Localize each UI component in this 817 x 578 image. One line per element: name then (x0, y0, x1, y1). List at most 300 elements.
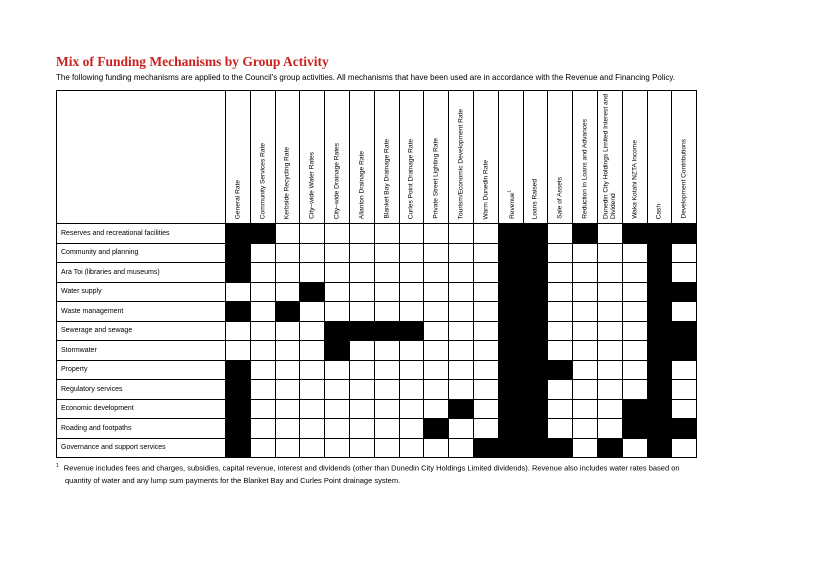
matrix-cell-filled (647, 438, 672, 458)
matrix-cell-empty (250, 302, 275, 322)
matrix-cell-empty (374, 360, 399, 380)
table-row (57, 263, 697, 283)
matrix-cell-filled (498, 419, 523, 439)
table-row (57, 399, 697, 419)
column-header (597, 91, 622, 224)
matrix-cell-empty (449, 419, 474, 439)
matrix-cell-filled (523, 341, 548, 361)
matrix-cell-empty (473, 302, 498, 322)
matrix-cell-empty (349, 341, 374, 361)
matrix-cell-filled (449, 399, 474, 419)
matrix-cell-filled (597, 438, 622, 458)
matrix-cell-empty (473, 263, 498, 283)
matrix-cell-filled (647, 282, 672, 302)
column-header (449, 91, 474, 224)
matrix-cell-empty (399, 360, 424, 380)
column-header (325, 91, 350, 224)
matrix-cell-empty (573, 321, 598, 341)
matrix-cell-empty (300, 419, 325, 439)
matrix-body (57, 224, 697, 458)
matrix-cell-empty (226, 321, 251, 341)
matrix-cell-empty (622, 243, 647, 263)
matrix-cell-empty (573, 380, 598, 400)
matrix-cell-empty (424, 380, 449, 400)
matrix-cell-filled (647, 341, 672, 361)
matrix-cell-empty (622, 282, 647, 302)
matrix-cell-empty (573, 263, 598, 283)
matrix-cell-empty (399, 399, 424, 419)
table-row (57, 341, 697, 361)
matrix-cell-empty (548, 263, 573, 283)
matrix-cell-empty (349, 263, 374, 283)
column-header-label (309, 152, 316, 219)
matrix-cell-filled (647, 224, 672, 244)
matrix-cell-empty (473, 419, 498, 439)
matrix-cell-filled (498, 438, 523, 458)
matrix-cell-filled (647, 243, 672, 263)
matrix-cell-filled (647, 263, 672, 283)
matrix-cell-empty (573, 419, 598, 439)
column-header-text: Blanket Bay Drainage Rate (382, 139, 390, 219)
column-header-label (505, 190, 516, 219)
column-header (399, 91, 424, 224)
matrix-cell-empty (597, 243, 622, 263)
matrix-cell-empty (672, 302, 697, 322)
column-header (498, 91, 523, 224)
matrix-cell-empty (374, 263, 399, 283)
intro-paragraph: The following funding mechanisms are applied to the Council's group activities. All mechanisms that have been used are in accordance with the Revenue and Financing Policy. (56, 73, 676, 82)
matrix-cell-empty (250, 282, 275, 302)
matrix-cell-empty (374, 341, 399, 361)
matrix-cell-filled (250, 224, 275, 244)
matrix-cell-filled (226, 224, 251, 244)
column-header-text: Private Street Lighting Rate (432, 138, 440, 219)
matrix-cell-empty (622, 380, 647, 400)
column-header-text: Development Contributions (680, 139, 688, 219)
table-row (57, 243, 697, 263)
matrix-cell-empty (349, 380, 374, 400)
matrix-cell-filled (226, 399, 251, 419)
column-header-label (532, 179, 539, 219)
column-header-text: Dunedin City Holdings Limited Interest and Dividend (602, 94, 617, 219)
matrix-cell-filled (523, 282, 548, 302)
matrix-cell-empty (300, 380, 325, 400)
matrix-cell-empty (548, 282, 573, 302)
matrix-cell-empty (473, 224, 498, 244)
matrix-cell-empty (672, 438, 697, 458)
matrix-cell-empty (325, 263, 350, 283)
matrix-cell-filled (399, 321, 424, 341)
table-row (57, 302, 697, 322)
footnote-line-2: quantity of water and any lump sum payments for the Blanket Bay and Curles Point drainage system. (65, 475, 401, 485)
footnote-line-1: Revenue includes fees and charges, subsidies, capital revenue, interest and dividends (other than Dunedin City Holdings Limited dividends). Revenue also includes water rates based on (63, 463, 680, 473)
matrix-cell-empty (424, 302, 449, 322)
matrix-cell-empty (449, 321, 474, 341)
matrix-cell-empty (275, 360, 300, 380)
matrix-cell-empty (449, 360, 474, 380)
matrix-cell-empty (250, 263, 275, 283)
matrix-cell-filled (523, 438, 548, 458)
matrix-cell-filled (498, 399, 523, 419)
matrix-cell-empty (399, 302, 424, 322)
matrix-cell-empty (275, 419, 300, 439)
matrix-cell-filled (325, 321, 350, 341)
matrix-cell-empty (399, 263, 424, 283)
matrix-cell-filled (226, 243, 251, 263)
matrix-cell-empty (573, 399, 598, 419)
matrix-cell-filled (226, 380, 251, 400)
row-label: Reserves and recreational facilities (57, 224, 226, 244)
matrix-cell-empty (449, 302, 474, 322)
matrix-cell-filled (647, 302, 672, 322)
matrix-cell-filled (672, 282, 697, 302)
column-header (573, 91, 598, 224)
matrix-cell-empty (399, 282, 424, 302)
matrix-cell-empty (374, 224, 399, 244)
column-header-label (433, 138, 440, 219)
column-header-footnote-mark: 1 (506, 190, 512, 193)
column-header-label (631, 140, 638, 219)
column-header-text: Kerbside Recycling Rate (283, 146, 291, 219)
matrix-cell-empty (399, 243, 424, 263)
matrix-cell-filled (498, 282, 523, 302)
table-row (57, 321, 697, 341)
matrix-cell-filled (523, 321, 548, 341)
row-label: Roading and footpaths (57, 419, 226, 439)
matrix-cell-empty (250, 321, 275, 341)
matrix-cell-empty (349, 438, 374, 458)
matrix-cell-empty (597, 360, 622, 380)
footnote-mark: 1 (56, 463, 59, 469)
column-header-label (681, 139, 688, 219)
matrix-cell-empty (597, 282, 622, 302)
matrix-cell-empty (424, 360, 449, 380)
matrix-cell-empty (399, 341, 424, 361)
matrix-cell-empty (672, 399, 697, 419)
matrix-cell-empty (597, 302, 622, 322)
column-header-label (482, 160, 489, 220)
matrix-cell-empty (449, 263, 474, 283)
matrix-cell-empty (672, 263, 697, 283)
matrix-cell-filled (226, 263, 251, 283)
matrix-cell-empty (622, 360, 647, 380)
matrix-cell-filled (647, 360, 672, 380)
column-header (548, 91, 573, 224)
row-label: Community and planning (57, 243, 226, 263)
matrix-cell-empty (449, 224, 474, 244)
matrix-cell-empty (300, 360, 325, 380)
matrix-cell-empty (374, 302, 399, 322)
matrix-cell-empty (325, 419, 350, 439)
table-row (57, 438, 697, 458)
column-header-text: Curles Point Drainage Rate (407, 138, 415, 219)
column-header-row (57, 91, 697, 224)
matrix-cell-empty (374, 380, 399, 400)
matrix-cell-filled (498, 380, 523, 400)
matrix-cell-empty (374, 438, 399, 458)
matrix-cell-filled (672, 321, 697, 341)
matrix-cell-empty (300, 321, 325, 341)
matrix-cell-empty (424, 263, 449, 283)
column-header-text: Reduction in Loans and Advances (581, 119, 589, 219)
matrix-cell-filled (647, 419, 672, 439)
matrix-cell-empty (399, 224, 424, 244)
matrix-cell-filled (349, 321, 374, 341)
matrix-cell-empty (275, 321, 300, 341)
matrix-cell-empty (449, 341, 474, 361)
matrix-cell-empty (622, 321, 647, 341)
page-title: Mix of Funding Mechanisms by Group Activity (56, 54, 329, 69)
row-label: Ara Toi (libraries and museums) (57, 263, 226, 283)
matrix-cell-empty (325, 380, 350, 400)
matrix-cell-empty (300, 243, 325, 263)
matrix-cell-empty (275, 399, 300, 419)
matrix-cell-filled (622, 399, 647, 419)
matrix-cell-empty (349, 419, 374, 439)
matrix-cell-empty (622, 438, 647, 458)
matrix-cell-filled (325, 341, 350, 361)
matrix-cell-empty (622, 341, 647, 361)
matrix-cell-empty (622, 263, 647, 283)
column-header (250, 91, 275, 224)
column-header-label (333, 143, 340, 219)
table-row (57, 360, 697, 380)
matrix-cell-filled (573, 224, 598, 244)
column-header-label (457, 109, 464, 219)
matrix-cell-empty (548, 399, 573, 419)
matrix-cell-empty (597, 321, 622, 341)
matrix-cell-empty (399, 438, 424, 458)
matrix-cell-empty (325, 282, 350, 302)
matrix-cell-empty (548, 224, 573, 244)
row-label: Governance and support services (57, 438, 226, 458)
matrix-cell-empty (473, 399, 498, 419)
matrix-cell-filled (473, 438, 498, 458)
matrix-cell-empty (275, 341, 300, 361)
matrix-cell-filled (672, 419, 697, 439)
matrix-cell-empty (325, 438, 350, 458)
matrix-cell-filled (647, 380, 672, 400)
matrix-cell-empty (473, 282, 498, 302)
matrix-cell-filled (226, 438, 251, 458)
matrix-cell-empty (622, 302, 647, 322)
matrix-cell-empty (275, 282, 300, 302)
matrix-cell-empty (424, 341, 449, 361)
table-row (57, 419, 697, 439)
column-header-text: Waka Kotahi NZTA Income (630, 140, 638, 219)
matrix-cell-filled (672, 341, 697, 361)
matrix-cell-filled (523, 224, 548, 244)
matrix-cell-empty (275, 224, 300, 244)
matrix-cell-empty (300, 263, 325, 283)
matrix-cell-empty (275, 243, 300, 263)
matrix-cell-empty (349, 224, 374, 244)
matrix-cell-filled (498, 224, 523, 244)
matrix-cell-filled (300, 282, 325, 302)
matrix-cell-empty (325, 224, 350, 244)
matrix-cell-empty (449, 380, 474, 400)
matrix-cell-filled (498, 263, 523, 283)
matrix-cell-empty (226, 282, 251, 302)
matrix-cell-empty (325, 302, 350, 322)
column-header-text: Sale of Assets (556, 177, 564, 219)
matrix-cell-empty (275, 263, 300, 283)
table-row (57, 380, 697, 400)
matrix-cell-empty (473, 341, 498, 361)
matrix-cell-empty (300, 224, 325, 244)
column-header-label (557, 177, 564, 219)
row-label: Sewerage and sewage (57, 321, 226, 341)
matrix-cell-empty (548, 380, 573, 400)
matrix-cell-empty (300, 399, 325, 419)
matrix-cell-filled (275, 302, 300, 322)
matrix-cell-empty (300, 341, 325, 361)
column-header-text: Community Services Rate (258, 142, 266, 219)
column-header-text: Loans Raised (531, 178, 539, 219)
column-header-text: General Rate (234, 179, 242, 219)
matrix-cell-empty (424, 282, 449, 302)
matrix-cell-empty (226, 341, 251, 361)
column-header-text: City–wide Drainage Rates (333, 142, 341, 219)
matrix-cell-empty (548, 419, 573, 439)
column-header-label (581, 119, 588, 219)
matrix-cell-filled (498, 302, 523, 322)
matrix-cell-empty (473, 321, 498, 341)
row-label: Waste management (57, 302, 226, 322)
row-label: Economic development (57, 399, 226, 419)
matrix-cell-empty (548, 243, 573, 263)
column-header-label (284, 147, 291, 219)
matrix-cell-empty (250, 360, 275, 380)
matrix-cell-filled (622, 419, 647, 439)
matrix-cell-empty (250, 419, 275, 439)
column-header-label (383, 139, 390, 219)
matrix-cell-filled (498, 321, 523, 341)
matrix-cell-empty (573, 438, 598, 458)
matrix-cell-filled (523, 419, 548, 439)
matrix-cell-empty (250, 438, 275, 458)
matrix-cell-empty (349, 302, 374, 322)
column-header-label (358, 151, 365, 219)
matrix-cell-empty (424, 438, 449, 458)
column-header (300, 91, 325, 224)
column-header (672, 91, 697, 224)
matrix-cell-empty (374, 282, 399, 302)
matrix-cell-empty (325, 243, 350, 263)
matrix-cell-empty (672, 360, 697, 380)
matrix-cell-empty (374, 399, 399, 419)
column-header-text: City–wide Water Rates (308, 152, 316, 219)
column-header (523, 91, 548, 224)
matrix-cell-empty (300, 302, 325, 322)
matrix-cell-empty (250, 243, 275, 263)
matrix-cell-filled (548, 438, 573, 458)
matrix-cell-filled (374, 321, 399, 341)
matrix-cell-empty (597, 224, 622, 244)
table-row (57, 224, 697, 244)
footnote (56, 460, 768, 487)
row-label: Regulatory services (57, 380, 226, 400)
matrix-cell-empty (597, 380, 622, 400)
column-header (424, 91, 449, 224)
matrix-cell-empty (473, 380, 498, 400)
matrix-cell-filled (523, 302, 548, 322)
matrix-cell-empty (548, 321, 573, 341)
matrix-cell-filled (548, 360, 573, 380)
column-header-label (656, 204, 663, 219)
matrix-cell-empty (250, 399, 275, 419)
column-header-label (234, 180, 241, 219)
matrix-cell-empty (573, 282, 598, 302)
matrix-cell-empty (597, 419, 622, 439)
matrix-cell-empty (275, 380, 300, 400)
matrix-cell-empty (597, 399, 622, 419)
matrix-cell-empty (473, 360, 498, 380)
matrix-cell-filled (523, 243, 548, 263)
matrix-cell-empty (275, 438, 300, 458)
column-header-text: Tourism/Economic Development Rate (457, 108, 465, 219)
matrix-cell-empty (573, 341, 598, 361)
table-row (57, 282, 697, 302)
matrix-cell-empty (374, 243, 399, 263)
matrix-cell-filled (523, 360, 548, 380)
matrix-cell-filled (498, 360, 523, 380)
column-header (647, 91, 672, 224)
matrix-cell-empty (548, 302, 573, 322)
matrix-cell-empty (399, 380, 424, 400)
matrix-cell-filled (498, 341, 523, 361)
column-header-label (408, 139, 415, 219)
matrix-cell-empty (573, 243, 598, 263)
column-header (473, 91, 498, 224)
column-header (349, 91, 374, 224)
matrix-cell-filled (523, 380, 548, 400)
column-header-text: Revenue (508, 192, 516, 219)
matrix-cell-empty (349, 360, 374, 380)
matrix-cell-empty (300, 438, 325, 458)
row-label: Water supply (57, 282, 226, 302)
column-header (226, 91, 251, 224)
matrix-cell-empty (374, 419, 399, 439)
matrix-cell-empty (672, 243, 697, 263)
matrix-cell-empty (399, 419, 424, 439)
matrix-cell-filled (523, 263, 548, 283)
matrix-cell-empty (349, 399, 374, 419)
column-header (275, 91, 300, 224)
column-header-text: Cash (655, 203, 663, 219)
matrix-cell-empty (597, 263, 622, 283)
row-label: Stormwater (57, 341, 226, 361)
funding-matrix (56, 90, 697, 458)
column-header (622, 91, 647, 224)
matrix-cell-filled (647, 399, 672, 419)
matrix-cell-filled (523, 399, 548, 419)
matrix-cell-filled (226, 419, 251, 439)
matrix-cell-filled (498, 243, 523, 263)
matrix-cell-empty (424, 399, 449, 419)
column-header-text: Allanton Drainage Rate (358, 150, 366, 219)
row-label: Property (57, 360, 226, 380)
column-header-text: Warm Dunedin Rate (482, 159, 490, 219)
matrix-cell-filled (647, 321, 672, 341)
matrix-cell-empty (349, 282, 374, 302)
matrix-cell-empty (449, 243, 474, 263)
matrix-cell-filled (424, 419, 449, 439)
column-header-label (259, 143, 266, 219)
matrix-cell-filled (226, 302, 251, 322)
matrix-cell-empty (349, 243, 374, 263)
matrix-cell-empty (672, 380, 697, 400)
